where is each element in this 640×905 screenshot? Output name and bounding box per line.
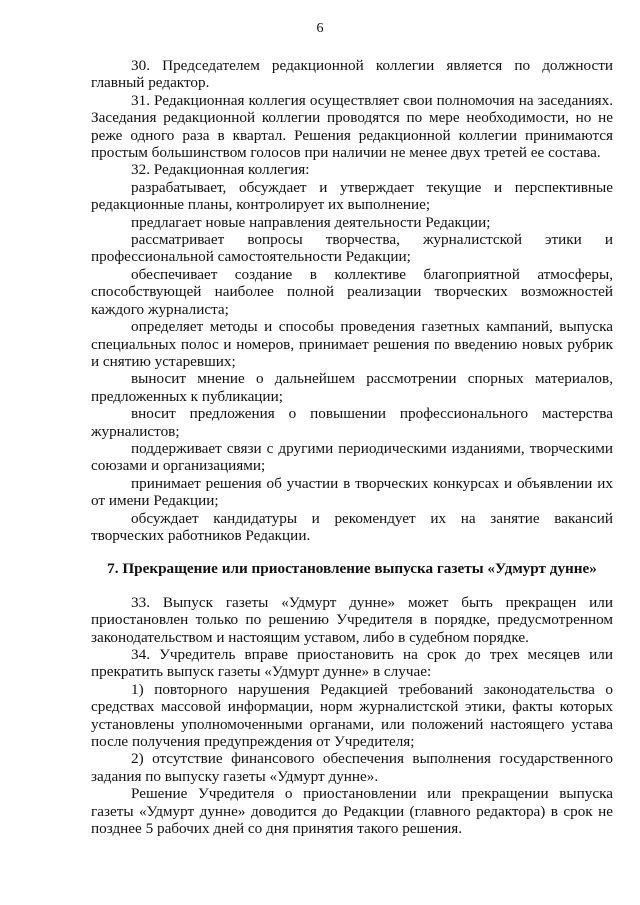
list-item: обеспечивает создание в коллективе благоприятной атмосферы, способствующей наиболее полной реализации творческих возможностей каждого журналиста; xyxy=(91,265,613,318)
list-item: вносит предложения о повышении профессионального мастерства журналистов; xyxy=(91,405,613,440)
document-body xyxy=(91,57,613,837)
list-item: обсуждает кандидатуры и рекомендует их на занятие вакансий творческих работников Редакции. xyxy=(91,509,613,544)
list-item: выносит мнение о дальнейшем рассмотрении спорных материалов, предложенных к публикации; xyxy=(91,370,613,405)
list-item: поддерживает связи с другими периодическими изданиями, творческими союзами и организациями; xyxy=(91,439,613,475)
paragraph-decision: Решение Учредителя о приостановлении или прекращении выпуска газеты «Удмурт дунне» доводится до Редакции (главного редактора) в срок не позднее 5 рабочих дней со дня принятия такого решения. xyxy=(91,785,613,838)
paragraph-31: 31. Редакционная коллегия осуществляет свои полномочия на заседаниях. Заседания редакционной коллегии проводятся по мере необходимости, но не реже одного раза в квартал. Решения редакционной коллегии принимаются простым большинством голосов при наличии не менее двух третей ее состава. xyxy=(91,91,613,162)
paragraph-30: 30. Председателем редакционной коллегии является по должности главный редактор. xyxy=(91,57,613,92)
list-item: предлагает новые направления деятельности Редакции; xyxy=(131,213,491,231)
list-item: рассматривает вопросы творчества, журналистской этики и профессиональной самостоятельности Редакции; xyxy=(91,231,613,266)
section-heading: 7. Прекращение или приостановление выпуска газеты «Удмурт дунне» xyxy=(107,560,597,578)
page-number: 6 xyxy=(316,21,324,36)
list-item: разрабатывает, обсуждает и утверждает текущие и перспективные редакционные планы, контролирует их выполнение; xyxy=(91,178,613,214)
list-item: принимает решения об участии в творческих конкурсах и объявлении их от имени Редакции; xyxy=(91,474,613,510)
list-item: 1) повторного нарушения Редакцией требований законодательства о средствах массовой информации, норм журналистской этики, факты которых установлены уполномоченными органами, или положений настоящего устава после получения предупреждения от Учредителя; xyxy=(91,680,613,751)
paragraph-32: 32. Редакционная коллегия: xyxy=(131,161,310,179)
list-item: 2) отсутствие финансового обеспечения выполнения государственного задания по выпуску газеты «Удмурт дунне». xyxy=(91,750,613,785)
paragraph-34: 34. Учредитель вправе приостановить на срок до трех месяцев или прекратить выпуск газеты «Удмурт дунне» в случае: xyxy=(91,646,613,681)
list-item: определяет методы и способы проведения газетных кампаний, выпуска специальных полос и номеров, принимает решения по введению новых рубрик и снятию устаревших; xyxy=(91,318,613,370)
paragraph-33: 33. Выпуск газеты «Удмурт дунне» может быть прекращен или приостановлен только по решению Учредителя в порядке, предусмотренном законодательством и настоящим уставом, либо в судебном порядке. xyxy=(91,593,613,646)
